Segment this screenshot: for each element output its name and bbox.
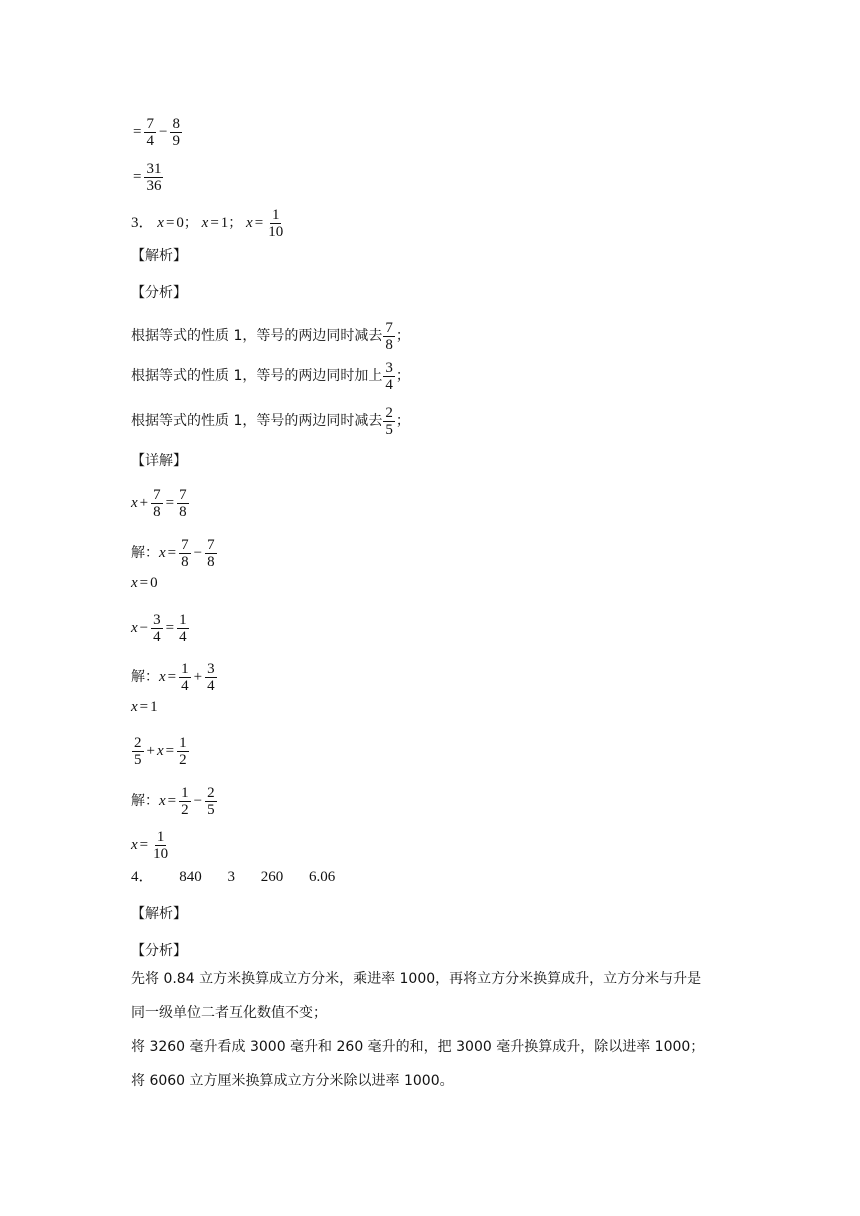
question-number: 4． [131,869,154,885]
section-label-xiangjie: 【详解】 [131,453,187,469]
section-label-fenxi: 【分析】 [131,943,187,959]
analysis-text: 先将 0.84 立方米换算成立方分米，乘进率 1000，再将立方分米换算成升，立方分米与升是 [131,971,702,987]
q3-answer: 3． x = 0； x = 1； x = $\frac{1}{10}$ [131,207,284,240]
solution-result: x = 0 [131,575,158,591]
fraction: $\frac{1}{4}$ [179,612,187,645]
section-label-jiexi: 【解析】 [131,248,187,264]
fraction: $\frac{2}{5}$ [207,785,215,818]
fraction: $\frac{3}{4}$ [153,612,161,645]
analysis-line: 根据等式的性质 1，等号的两边同时加上 $\frac{3}{4}$ ； [131,360,410,393]
fraction: $\frac{8}{9}$ [172,116,180,149]
section-label-fenxi: 【分析】 [131,285,187,301]
fraction: $\frac{3}{4}$ [207,661,215,694]
analysis-text: 同一级单位二者互化数值不变； [131,1005,327,1021]
fraction: $\frac{1}{10}$ [153,829,169,862]
fraction: $\frac{1}{2}$ [181,785,189,818]
fraction: $\frac{3}{4}$ [385,360,393,393]
fraction: $\frac{7}{8}$ [207,537,215,570]
fraction: $\frac{7}{8}$ [179,487,187,520]
fraction: $\frac{2}{5}$ [385,405,393,438]
step-line-2: = $\frac{31}{36}$ [133,161,162,194]
solution-step: 解：x = $\frac{7}{8}$ − $\frac{7}{8}$ [131,537,215,570]
solution-result: x = 1 [131,699,158,715]
analysis-line: 根据等式的性质 1，等号的两边同时减去 $\frac{2}{5}$ ； [131,405,410,438]
fraction: $\frac{1}{2}$ [179,735,187,768]
fraction: $\frac{31}{36}$ [146,161,162,194]
equation: x + $\frac{7}{8}$ = $\frac{7}{8}$ [131,487,187,520]
fraction: $\frac{1}{10}$ [268,207,284,240]
analysis-text: 将 6060 立方厘米换算成立方分米除以进率 1000。 [131,1073,454,1089]
analysis-line: 根据等式的性质 1，等号的两边同时减去 $\frac{7}{8}$ ； [131,320,410,353]
question-number: 3． [131,214,154,231]
fraction: $\frac{1}{4}$ [181,661,189,694]
section-label-jiexi: 【解析】 [131,906,187,922]
solution-step: 解：x = $\frac{1}{2}$ − $\frac{2}{5}$ [131,785,215,818]
q4-answer: 4． 840 3 260 6.06 [131,869,336,885]
fraction: $\frac{7}{4}$ [146,116,154,149]
fraction: $\frac{7}{8}$ [181,537,189,570]
step-line-1: = $\frac{7}{4}$ − $\frac{8}{9}$ [133,116,180,149]
fraction: $\frac{7}{8}$ [385,320,393,353]
solution-step: 解：x = $\frac{1}{4}$ + $\frac{3}{4}$ [131,661,215,694]
equation: x − $\frac{3}{4}$ = $\frac{1}{4}$ [131,612,187,645]
analysis-text: 将 3260 毫升看成 3000 毫升和 260 毫升的和，把 3000 毫升换算成升，除以进率 1000； [131,1039,705,1055]
equation: $\frac{2}{5}$ + x = $\frac{1}{2}$ [134,735,187,768]
fraction: $\frac{2}{5}$ [134,735,142,768]
solution-result: x = $\frac{1}{10}$ [131,829,169,862]
fraction: $\frac{7}{8}$ [153,487,161,520]
